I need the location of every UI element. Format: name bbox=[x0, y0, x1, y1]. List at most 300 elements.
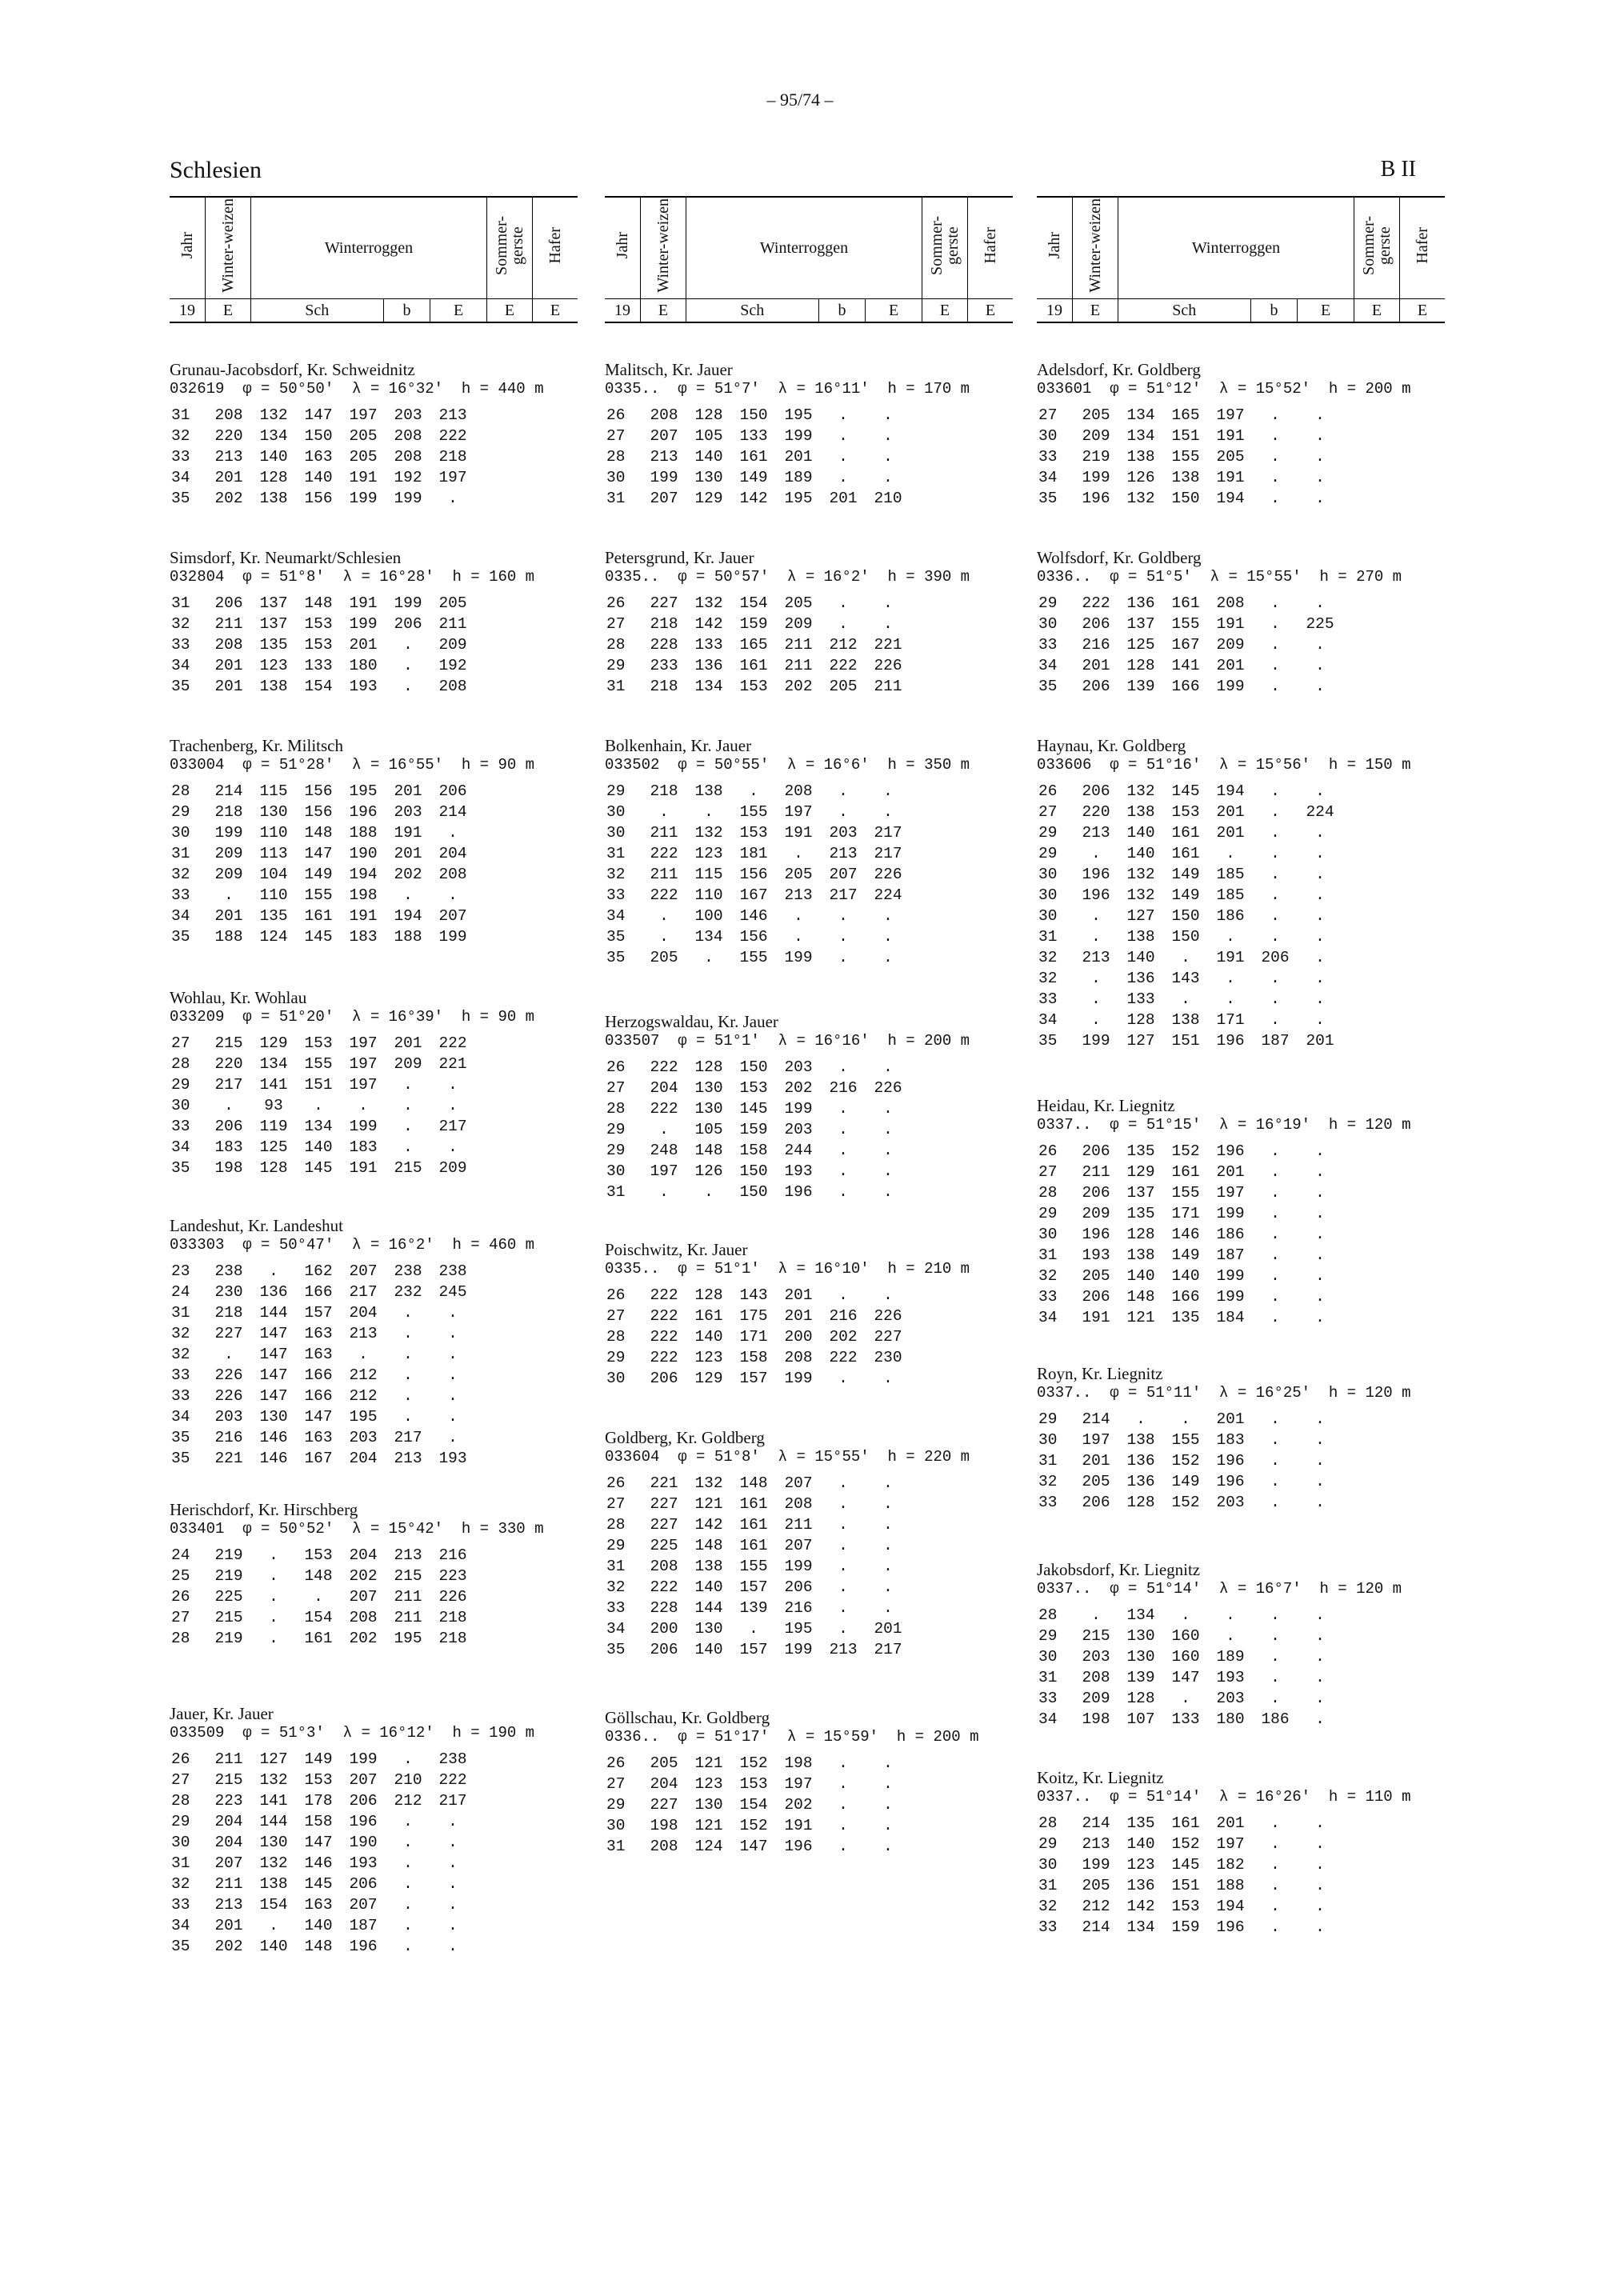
table-cell: 156 bbox=[304, 782, 333, 800]
table-row bbox=[1037, 968, 1342, 989]
table-row bbox=[1037, 906, 1342, 926]
table-cell: 210 bbox=[394, 1771, 422, 1789]
table-cell: 29 bbox=[606, 657, 626, 674]
table-cell: 191 bbox=[1216, 615, 1245, 633]
table-cell: . bbox=[883, 1754, 893, 1772]
table-cell: . bbox=[749, 782, 758, 800]
table-cell: 186 bbox=[1216, 1226, 1245, 1243]
table-cell: 213 bbox=[829, 1641, 858, 1658]
table-cell: 187 bbox=[1216, 1246, 1245, 1264]
table-cell: 202 bbox=[214, 490, 243, 507]
table-cell: 157 bbox=[304, 1304, 333, 1322]
table-cell: 127 bbox=[1126, 907, 1155, 925]
table-cell: . bbox=[794, 845, 803, 862]
table-cell: . bbox=[883, 1558, 893, 1575]
table-cell: . bbox=[448, 1387, 458, 1405]
table-cell: 209 bbox=[438, 636, 467, 654]
table-cell: 151 bbox=[1171, 1032, 1200, 1050]
table-cell: 155 bbox=[1171, 448, 1200, 466]
table-row bbox=[1037, 1917, 1342, 1938]
table-cell: 220 bbox=[214, 1055, 243, 1073]
table-cell: . bbox=[794, 928, 803, 946]
table-cell: . bbox=[883, 1796, 893, 1814]
table-cell: 29 bbox=[1038, 845, 1058, 862]
table-cell: 34 bbox=[171, 1408, 190, 1426]
table-cell: . bbox=[1315, 1690, 1325, 1707]
table-row bbox=[1037, 781, 1342, 802]
table-cell: 215 bbox=[394, 1159, 422, 1177]
table-cell: 182 bbox=[1216, 1856, 1245, 1874]
table-cell: 167 bbox=[739, 886, 768, 904]
table-cell: 140 bbox=[1126, 949, 1155, 966]
table-cell: 35 bbox=[171, 1450, 190, 1467]
table-cell: 206 bbox=[1082, 678, 1110, 695]
table-cell: 136 bbox=[259, 1283, 288, 1301]
table-cell: 218 bbox=[650, 782, 678, 800]
table-cell: 191 bbox=[1216, 469, 1245, 486]
table-row bbox=[605, 1836, 910, 1857]
table-cell: 199 bbox=[349, 1750, 378, 1768]
table-cell: 128 bbox=[1126, 1226, 1155, 1243]
table-cell: 208 bbox=[349, 1609, 378, 1626]
table-cell: 29 bbox=[1038, 824, 1058, 842]
table-cell: . bbox=[1315, 594, 1325, 612]
table-cell: 161 bbox=[739, 448, 768, 466]
table-cell: 204 bbox=[650, 1775, 678, 1793]
table-cell: 157 bbox=[739, 1641, 768, 1658]
table-cell: . bbox=[448, 1917, 458, 1934]
table-row bbox=[170, 1095, 475, 1116]
table-cell: 201 bbox=[874, 1620, 902, 1638]
table-row bbox=[1037, 614, 1342, 634]
table-cell: 202 bbox=[349, 1567, 378, 1585]
station-name: Poischwitz, Kr. Jauer bbox=[605, 1240, 748, 1259]
table-cell: 27 bbox=[606, 1307, 626, 1325]
table-row bbox=[605, 1119, 910, 1140]
table-row bbox=[170, 593, 475, 614]
station-block bbox=[605, 1428, 970, 1660]
table-cell: 207 bbox=[784, 1537, 813, 1554]
table-cell: 232 bbox=[394, 1283, 422, 1301]
station-block bbox=[605, 360, 970, 509]
table-cell: 140 bbox=[694, 1328, 723, 1346]
table-cell: . bbox=[1315, 845, 1325, 862]
table-cell: . bbox=[403, 1387, 413, 1405]
table-cell: . bbox=[403, 1896, 413, 1914]
header-sub-e: E bbox=[206, 299, 251, 323]
table-cell: 191 bbox=[784, 1817, 813, 1834]
table-cell: 215 bbox=[214, 1034, 243, 1052]
table-cell: . bbox=[1315, 1710, 1325, 1728]
table-cell: 208 bbox=[438, 678, 467, 695]
table-cell: 153 bbox=[304, 1771, 333, 1789]
table-cell: 199 bbox=[784, 1370, 813, 1387]
table-cell: 211 bbox=[784, 657, 813, 674]
table-cell: 183 bbox=[1216, 1431, 1245, 1449]
table-cell: . bbox=[838, 1796, 848, 1814]
table-cell: 132 bbox=[1126, 782, 1155, 800]
table-cell: 140 bbox=[304, 1138, 333, 1156]
table-cell: 208 bbox=[1216, 594, 1245, 612]
table-cell: 207 bbox=[349, 1896, 378, 1914]
table-cell: 130 bbox=[1126, 1648, 1155, 1666]
table-cell: 132 bbox=[259, 1854, 288, 1872]
table-cell: 31 bbox=[171, 1854, 190, 1872]
table-cell: 31 bbox=[606, 1558, 626, 1575]
table-cell: 27 bbox=[1038, 1163, 1058, 1181]
station-block bbox=[605, 1708, 978, 1857]
table-cell: 222 bbox=[438, 1034, 467, 1052]
table-cell: . bbox=[1315, 1606, 1325, 1624]
table-cell: . bbox=[1315, 1814, 1325, 1832]
table-cell: 206 bbox=[1082, 1184, 1110, 1202]
table-cell: . bbox=[1315, 970, 1325, 987]
station-coordinates: 033601 φ = 51°12' λ = 15°52' h = 200 m bbox=[1037, 380, 1411, 398]
table-cell: 203 bbox=[349, 1429, 378, 1446]
table-cell: . bbox=[883, 1775, 893, 1793]
table-cell: 31 bbox=[1038, 928, 1058, 946]
table-cell: 192 bbox=[438, 657, 467, 674]
table-cell: 30 bbox=[606, 1162, 626, 1180]
table-cell: . bbox=[883, 1183, 893, 1201]
station-data-table bbox=[1037, 1605, 1342, 1730]
table-cell: 134 bbox=[259, 427, 288, 445]
table-row bbox=[170, 1054, 475, 1074]
table-cell: 205 bbox=[829, 678, 858, 695]
table-row bbox=[605, 614, 910, 634]
table-cell: . bbox=[838, 1142, 848, 1159]
table-row bbox=[1037, 1709, 1342, 1730]
table-cell: 161 bbox=[739, 1516, 768, 1534]
table-cell: 187 bbox=[1261, 1032, 1290, 1050]
table-cell: . bbox=[1270, 1835, 1280, 1853]
table-cell: 207 bbox=[349, 1771, 378, 1789]
table-cell: . bbox=[838, 615, 848, 633]
table-cell: 184 bbox=[1216, 1309, 1245, 1326]
table-cell: . bbox=[1315, 907, 1325, 925]
table-row bbox=[605, 1161, 910, 1182]
table-row bbox=[605, 781, 910, 802]
table-cell: 163 bbox=[304, 1325, 333, 1342]
table-cell: . bbox=[1315, 1267, 1325, 1285]
table-cell: . bbox=[1270, 1288, 1280, 1306]
station-block bbox=[1037, 1768, 1410, 1938]
table-cell: 200 bbox=[784, 1328, 813, 1346]
table-cell: 191 bbox=[349, 1159, 378, 1177]
table-cell: 29 bbox=[606, 1349, 626, 1366]
table-cell: 207 bbox=[349, 1588, 378, 1606]
table-cell: 191 bbox=[1082, 1309, 1110, 1326]
table-row bbox=[605, 467, 910, 488]
table-cell: 133 bbox=[739, 427, 768, 445]
table-cell: 171 bbox=[739, 1328, 768, 1346]
station-data-table bbox=[1037, 1141, 1342, 1328]
table-cell: 31 bbox=[171, 1304, 190, 1322]
station-coordinates: 033606 φ = 51°16' λ = 15°56' h = 150 m bbox=[1037, 756, 1411, 774]
table-cell: 222 bbox=[650, 1286, 678, 1304]
table-cell: 216 bbox=[1082, 636, 1110, 654]
header-sub-e: E bbox=[968, 299, 1014, 323]
table-cell: 208 bbox=[784, 1349, 813, 1366]
table-cell: 248 bbox=[650, 1142, 678, 1159]
table-row bbox=[170, 1853, 475, 1874]
table-cell: 132 bbox=[694, 1474, 723, 1492]
table-cell: 206 bbox=[650, 1370, 678, 1387]
table-cell: 244 bbox=[784, 1142, 813, 1159]
table-cell: . bbox=[1270, 1606, 1280, 1624]
table-cell: 222 bbox=[829, 657, 858, 674]
table-cell: 130 bbox=[694, 1100, 723, 1118]
table-row bbox=[170, 1586, 475, 1607]
table-cell: 199 bbox=[1082, 469, 1110, 486]
table-cell: 26 bbox=[606, 1754, 626, 1772]
station-name: Grunau-Jacobsdorf, Kr. Schweidnitz bbox=[170, 360, 415, 379]
table-cell: 199 bbox=[1216, 1267, 1245, 1285]
table-cell: 136 bbox=[1126, 970, 1155, 987]
table-row bbox=[170, 1323, 475, 1344]
table-cell: 213 bbox=[829, 845, 858, 862]
station-data-table bbox=[170, 1033, 475, 1178]
table-row bbox=[1037, 1162, 1342, 1182]
table-cell: 127 bbox=[259, 1750, 288, 1768]
station-block bbox=[170, 736, 534, 947]
table-cell: . bbox=[448, 1896, 458, 1914]
table-cell: 245 bbox=[438, 1283, 467, 1301]
table-cell: 34 bbox=[171, 469, 190, 486]
table-row bbox=[170, 1033, 475, 1054]
table-cell: 159 bbox=[739, 615, 768, 633]
table-cell: 27 bbox=[606, 615, 626, 633]
header-sub-19: 19 bbox=[170, 299, 206, 323]
table-cell: 23 bbox=[171, 1262, 190, 1280]
table-cell: . bbox=[1315, 1835, 1325, 1853]
table-cell: 145 bbox=[304, 1159, 333, 1177]
table-cell: . bbox=[1270, 1431, 1280, 1449]
table-cell: . bbox=[403, 1366, 413, 1384]
table-cell: 197 bbox=[349, 1076, 378, 1094]
table-cell: 154 bbox=[304, 1609, 333, 1626]
station-name: Goldberg, Kr. Goldberg bbox=[605, 1428, 765, 1447]
table-cell: 29 bbox=[606, 1537, 626, 1554]
table-cell: . bbox=[1315, 427, 1325, 445]
table-cell: 209 bbox=[1082, 1205, 1110, 1222]
table-row bbox=[1037, 655, 1342, 676]
table-cell: 201 bbox=[784, 1307, 813, 1325]
header-sub-b: b bbox=[1250, 299, 1298, 323]
table-cell: 208 bbox=[214, 636, 243, 654]
table-cell: . bbox=[659, 928, 669, 946]
table-cell: . bbox=[1270, 678, 1280, 695]
table-cell: . bbox=[403, 1097, 413, 1114]
table-cell: 212 bbox=[1082, 1898, 1110, 1915]
table-row bbox=[1037, 593, 1342, 614]
table-cell: 203 bbox=[1216, 1494, 1245, 1511]
station-block bbox=[170, 988, 534, 1178]
table-cell: 217 bbox=[438, 1792, 467, 1810]
table-cell: 201 bbox=[1082, 657, 1110, 674]
station-block bbox=[170, 1500, 543, 1649]
table-cell: 30 bbox=[1038, 1648, 1058, 1666]
table-cell: 156 bbox=[304, 490, 333, 507]
table-cell: 211 bbox=[214, 1875, 243, 1893]
table-cell: . bbox=[448, 1076, 458, 1094]
table-cell: 128 bbox=[259, 469, 288, 486]
table-cell: 33 bbox=[1038, 636, 1058, 654]
table-cell: 137 bbox=[1126, 615, 1155, 633]
table-cell: . bbox=[1270, 1163, 1280, 1181]
table-cell: . bbox=[448, 1138, 458, 1156]
table-cell: 140 bbox=[259, 448, 288, 466]
table-cell: . bbox=[269, 1609, 278, 1626]
table-cell: 29 bbox=[1038, 1410, 1058, 1428]
table-cell: 185 bbox=[1216, 866, 1245, 883]
table-cell: 28 bbox=[606, 1516, 626, 1534]
station-coordinates: 0335.. φ = 50°57' λ = 16°2' h = 390 m bbox=[605, 568, 970, 586]
table-cell: 216 bbox=[829, 1307, 858, 1325]
table-cell: 196 bbox=[1082, 866, 1110, 883]
table-cell: 28 bbox=[606, 448, 626, 466]
table-row bbox=[605, 446, 910, 467]
table-cell: 213 bbox=[394, 1450, 422, 1467]
column-header bbox=[170, 196, 578, 323]
station-coordinates: 033507 φ = 51°1' λ = 16°16' h = 200 m bbox=[605, 1032, 970, 1050]
table-cell: 149 bbox=[1171, 866, 1200, 883]
table-cell: . bbox=[269, 1546, 278, 1564]
table-cell: 214 bbox=[1082, 1814, 1110, 1832]
table-cell: 30 bbox=[606, 469, 626, 486]
header-sub-e: E bbox=[430, 299, 487, 323]
table-cell: 110 bbox=[259, 886, 288, 904]
table-row bbox=[605, 802, 910, 822]
table-cell: 199 bbox=[349, 490, 378, 507]
table-cell: 123 bbox=[694, 1775, 723, 1793]
table-cell: 31 bbox=[606, 678, 626, 695]
table-cell: 201 bbox=[1082, 1452, 1110, 1470]
table-cell: . bbox=[1226, 928, 1235, 946]
table-row bbox=[170, 1365, 475, 1386]
table-cell: . bbox=[269, 1567, 278, 1585]
table-cell: 206 bbox=[349, 1792, 378, 1810]
table-cell: 121 bbox=[694, 1495, 723, 1513]
table-cell: . bbox=[1315, 1309, 1325, 1326]
table-cell: 211 bbox=[650, 824, 678, 842]
table-cell: . bbox=[1315, 1627, 1325, 1645]
table-cell: 161 bbox=[1171, 824, 1200, 842]
table-cell: 201 bbox=[1216, 803, 1245, 821]
table-cell: 220 bbox=[1082, 803, 1110, 821]
table-cell: 135 bbox=[1171, 1309, 1200, 1326]
table-cell: . bbox=[883, 1537, 893, 1554]
table-cell: 153 bbox=[739, 1079, 768, 1097]
table-cell: . bbox=[403, 1854, 413, 1872]
table-cell: 189 bbox=[1216, 1648, 1245, 1666]
table-cell: . bbox=[1270, 448, 1280, 466]
table-cell: 204 bbox=[438, 845, 467, 862]
table-cell: 197 bbox=[1216, 406, 1245, 424]
header-sub-19: 19 bbox=[1037, 299, 1073, 323]
table-cell: 203 bbox=[1082, 1648, 1110, 1666]
table-cell: 34 bbox=[171, 1917, 190, 1934]
table-cell: . bbox=[1315, 1246, 1325, 1264]
table-cell: . bbox=[1315, 949, 1325, 966]
station-coordinates: 032619 φ = 50°50' λ = 16°32' h = 440 m bbox=[170, 380, 544, 398]
table-cell: 154 bbox=[259, 1896, 288, 1914]
table-row bbox=[170, 1116, 475, 1137]
table-cell: 204 bbox=[349, 1304, 378, 1322]
table-cell: . bbox=[659, 907, 669, 925]
table-row bbox=[605, 947, 910, 968]
table-cell: . bbox=[1091, 1606, 1101, 1624]
header-sub-e: E bbox=[1073, 299, 1118, 323]
table-cell: 191 bbox=[1216, 427, 1245, 445]
table-cell: . bbox=[883, 1100, 893, 1118]
table-cell: 207 bbox=[650, 490, 678, 507]
header-winterweizen: Winter-weizen bbox=[1086, 198, 1104, 293]
table-cell: . bbox=[1315, 990, 1325, 1008]
table-cell: . bbox=[403, 1118, 413, 1135]
table-cell: 186 bbox=[1216, 907, 1245, 925]
table-cell: 137 bbox=[259, 594, 288, 612]
table-cell: 208 bbox=[784, 1495, 813, 1513]
table-cell: . bbox=[1270, 1627, 1280, 1645]
table-cell: 33 bbox=[1038, 1918, 1058, 1936]
table-cell: 155 bbox=[739, 803, 768, 821]
table-cell: 205 bbox=[1082, 1877, 1110, 1894]
station-name: Herzogswaldau, Kr. Jauer bbox=[605, 1012, 778, 1031]
table-cell: 34 bbox=[171, 1138, 190, 1156]
table-cell: 135 bbox=[259, 636, 288, 654]
table-cell: . bbox=[883, 1474, 893, 1492]
table-cell: 110 bbox=[694, 886, 723, 904]
table-cell: . bbox=[883, 782, 893, 800]
table-cell: 227 bbox=[214, 1325, 243, 1342]
table-cell: 201 bbox=[214, 657, 243, 674]
table-cell: 141 bbox=[1171, 657, 1200, 674]
table-cell: . bbox=[314, 1588, 323, 1606]
header-sub-e: E bbox=[1400, 299, 1446, 323]
table-cell: 188 bbox=[214, 928, 243, 946]
table-cell: 209 bbox=[394, 1055, 422, 1073]
table-cell: . bbox=[448, 1408, 458, 1426]
table-cell: 119 bbox=[259, 1118, 288, 1135]
table-cell: 188 bbox=[394, 928, 422, 946]
table-cell: 132 bbox=[1126, 886, 1155, 904]
table-cell: 206 bbox=[394, 615, 422, 633]
table-cell: 221 bbox=[438, 1055, 467, 1073]
table-cell: 32 bbox=[171, 615, 190, 633]
table-cell: 123 bbox=[694, 845, 723, 862]
header-winterweizen: Winter-weizen bbox=[654, 198, 672, 293]
station-block bbox=[605, 548, 970, 697]
table-cell: 28 bbox=[171, 1630, 190, 1647]
station-coordinates: 033209 φ = 51°20' λ = 16°39' h = 90 m bbox=[170, 1008, 535, 1026]
table-cell: . bbox=[838, 782, 848, 800]
table-cell: 145 bbox=[304, 1875, 333, 1893]
table-cell: 186 bbox=[1261, 1710, 1290, 1728]
table-cell: 205 bbox=[1216, 448, 1245, 466]
table-row bbox=[170, 864, 475, 885]
table-cell: 201 bbox=[394, 845, 422, 862]
table-cell: . bbox=[1315, 1452, 1325, 1470]
table-row bbox=[605, 906, 910, 926]
table-cell: 196 bbox=[349, 1813, 378, 1830]
table-cell: 215 bbox=[214, 1771, 243, 1789]
table-cell: 222 bbox=[438, 1771, 467, 1789]
table-cell: 230 bbox=[874, 1349, 902, 1366]
table-row bbox=[170, 676, 475, 697]
table-cell: 30 bbox=[1038, 1856, 1058, 1874]
table-cell: 35 bbox=[1038, 678, 1058, 695]
